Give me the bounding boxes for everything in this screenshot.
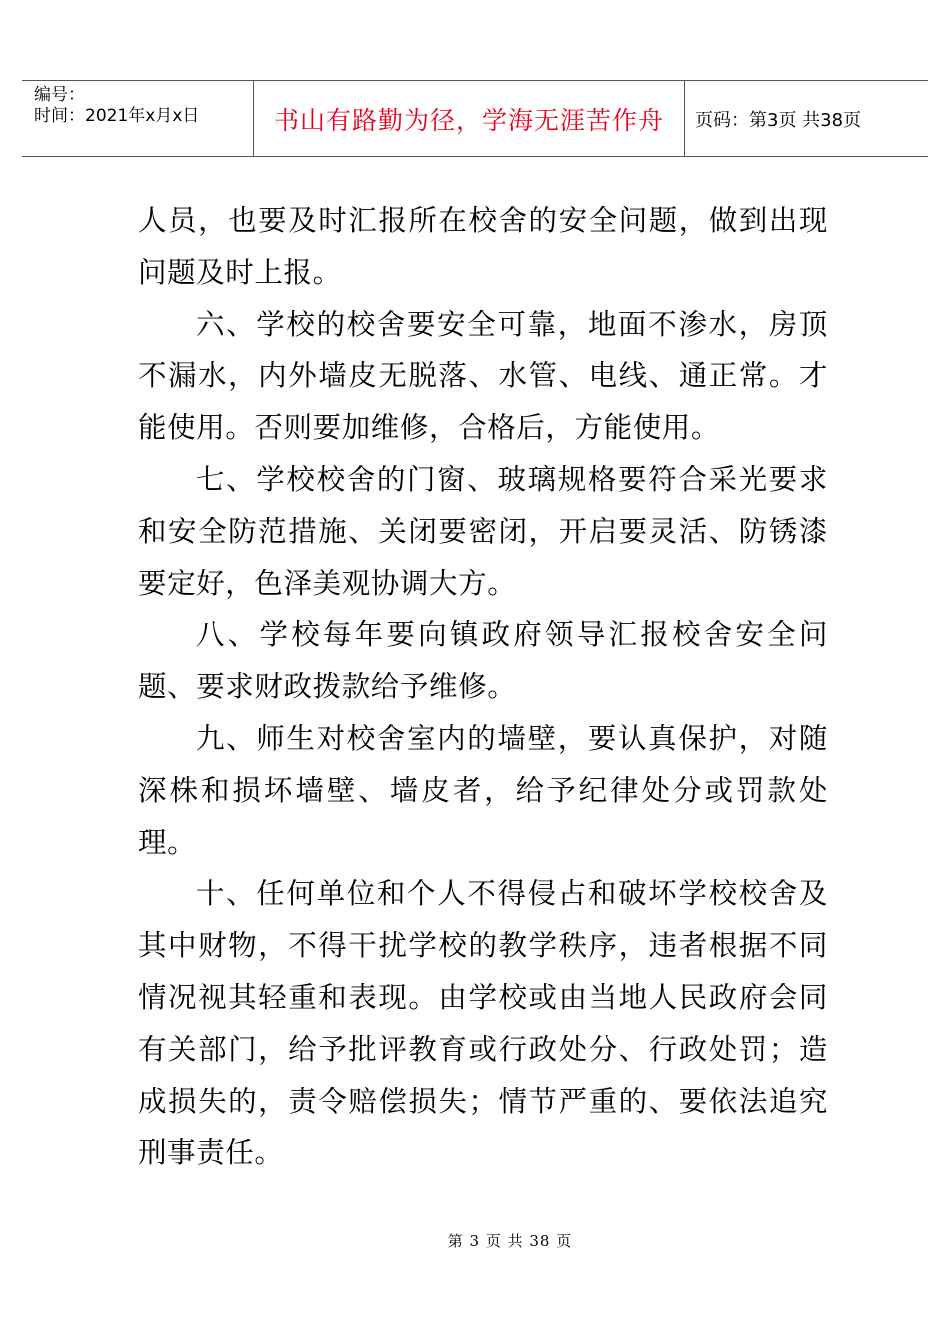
document-header bbox=[22, 80, 928, 157]
header-page-info: 页码：第3页 共38页 bbox=[695, 109, 862, 131]
paragraph-item-6: 六、学校的校舍要安全可靠，地面不渗水，房顶不漏水，内外墙皮无脱落、水管、电线、通正常。才能使用。否则要加维修，合格后，方能使用。 bbox=[138, 307, 828, 445]
page-footer: 第 3 页 共 38 页 bbox=[447, 1232, 573, 1250]
paragraph-continuation: 人员，也要及时汇报所在校舍的安全问题，做到出现问题及时上报。 bbox=[138, 204, 828, 289]
header-page-cell bbox=[685, 81, 928, 156]
paragraph-item-10: 十、任何单位和个人不得侵占和破坏学校校舍及其中财物，不得干扰学校的教学秩序，违者根据不同情况视其轻重和表现。由学校或由当地人民政府会同有关部门，给予批评教育或行政处分、行政处罚；造成损失的，责令赔偿损失；情节严重的、要依法追究刑事责任。 bbox=[138, 877, 828, 1170]
header-motto: 书山有路勤为径，学海无涯苦作舟 bbox=[273, 105, 664, 135]
header-meta-cell bbox=[22, 81, 254, 156]
document-time-label: 时间：2021年x月x日 bbox=[34, 106, 200, 126]
paragraph-item-7: 七、学校校舍的门窗、玻璃规格要符合采光要求和安全防范措施、关闭要密闭，开启要灵活、防锈漆要定好，色泽美观协调大方。 bbox=[138, 462, 828, 600]
document-number-label: 编号： bbox=[34, 85, 85, 105]
header-motto-cell bbox=[254, 81, 685, 156]
paragraph-item-9: 九、师生对校舍室内的墙壁，要认真保护，对随深株和损坏墙壁、墙皮者，给予纪律处分或罚款处理。 bbox=[138, 721, 828, 859]
paragraph-item-8: 八、学校每年要向镇政府领导汇报校舍安全问题、要求财政拨款给予维修。 bbox=[138, 618, 828, 704]
document-body bbox=[138, 195, 828, 1179]
